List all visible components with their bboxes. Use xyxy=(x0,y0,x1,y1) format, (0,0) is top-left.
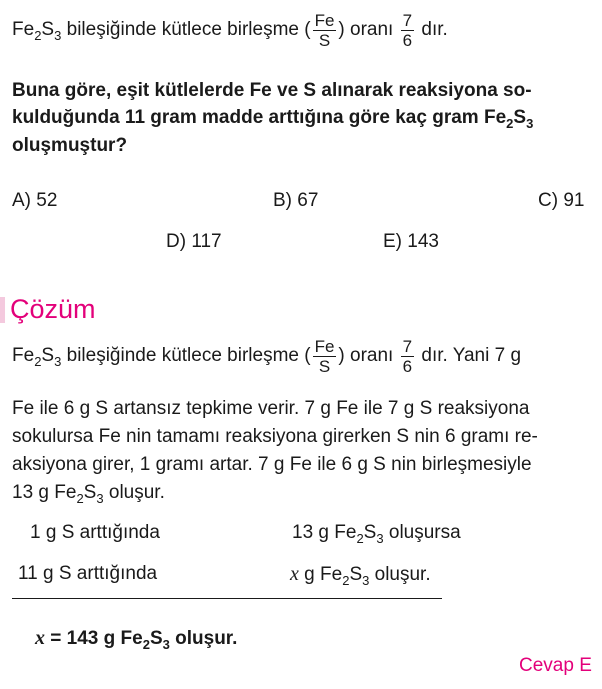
proportion-divider xyxy=(12,598,442,599)
option-a[interactable]: A) 52 xyxy=(12,190,58,211)
mass-ratio-fraction: $\frac{Fe}{S}$ xyxy=(314,336,335,376)
ratio-value-fraction: $\frac{7}{6}$ xyxy=(402,336,413,376)
option-c[interactable]: C) 91 xyxy=(538,190,585,211)
question-intro-line: $Fe_2S_3$ bileşiğinde kütlece birleşme ( $\frac{Fe}{S}$ ) oranı $\frac{7}{6}$ dır. xyxy=(12,10,448,50)
heading-accent-bar xyxy=(0,297,5,323)
proportion-row-2-right: x g $Fe_2S_3$ oluşur. xyxy=(290,563,431,588)
proportion-row-1-left: 1 g S arttığında xyxy=(30,522,160,543)
solution-intro-line: $Fe_2S_3$ bileşiğinde kütlece birleşme ( $\frac{Fe}{S}$ ) oranı $\frac{7}{6}$ dır. Yani 7 g xyxy=(12,336,522,376)
question-text-line-3: oluşmuştur? xyxy=(12,135,128,156)
solution-para-line-2: sokulursa Fe nin tamamı reaksiyona girerken S nin 6 gramı re- xyxy=(12,426,538,447)
result-line: x = 143 g $Fe_2S_3$ oluşur. xyxy=(35,627,238,652)
question-text-line-1: Buna göre, eşit kütlelerde Fe ve S alınarak reaksiyona so- xyxy=(12,80,532,101)
solution-heading: Çözüm xyxy=(10,294,96,324)
mass-ratio-fraction: $\frac{Fe}{S}$ xyxy=(314,10,335,50)
proportion-row-1-right: 13 g $Fe_2S_3$ oluşursa xyxy=(292,522,461,546)
solution-para-line-4: 13 g $Fe_2S_3$ oluşur. xyxy=(12,482,165,506)
solution-para-line-1: Fe ile 6 g S artansız tepkime verir. 7 g Fe ile 7 g S reaksiyona xyxy=(12,398,530,419)
answer-label: Cevap E xyxy=(519,655,592,676)
option-d[interactable]: D) 117 xyxy=(166,231,222,252)
compound-formula: $Fe_2S_3$ xyxy=(12,345,62,369)
ratio-value-fraction: $\frac{7}{6}$ xyxy=(402,10,413,50)
option-b[interactable]: B) 67 xyxy=(273,190,319,211)
proportion-row-2-left: 11 g S arttığında xyxy=(18,563,158,584)
compound-formula: $Fe_2S_3$ xyxy=(12,19,62,43)
solution-para-line-3: aksiyona girer, 1 gramı artar. 7 g Fe ile 6 g S nin birleşmesiyle xyxy=(12,454,532,475)
option-e[interactable]: E) 143 xyxy=(383,231,439,252)
question-text-line-2: kulduğunda 11 gram madde arttığına göre kaç gram $Fe_2S_3$ xyxy=(12,107,534,131)
